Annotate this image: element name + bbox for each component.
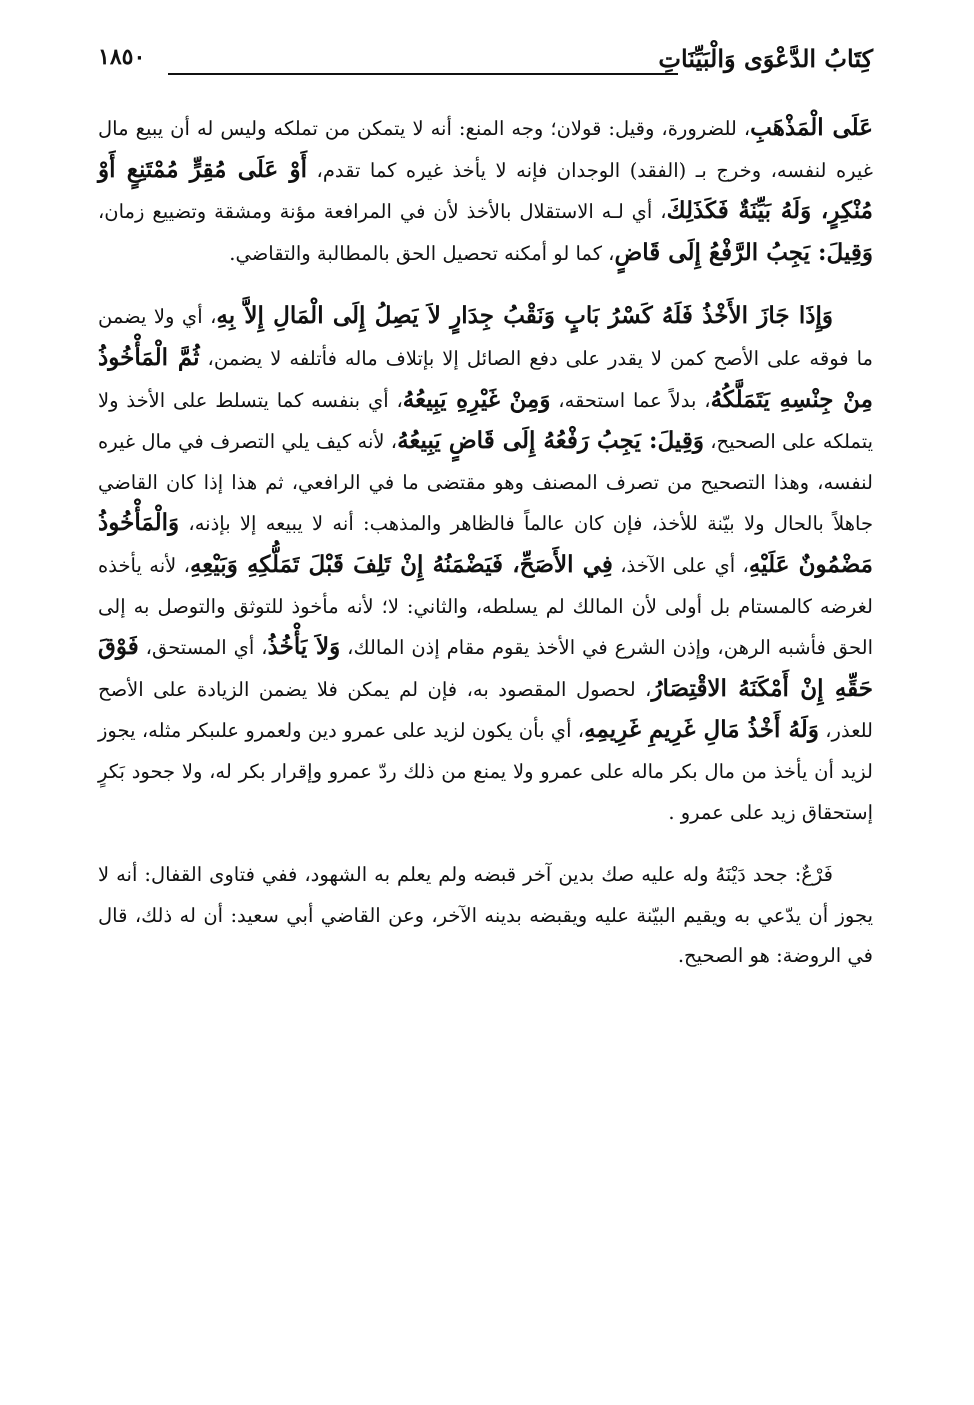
- commentary-text: ، أي على الآخذ،: [612, 553, 749, 577]
- matn-text: وَالْمَأْخُوذُ مَضْمُونٌ عَلَيْهِ: [98, 509, 873, 578]
- matn-text: فَوْقَ حَقِّهِ إِنْ أَمْكَنَهُ الاقْتِصَارُ: [98, 633, 874, 702]
- commentary-text: ، لحصول المقصود به، فإن لم يمكن فلا يضمن الزيادة على الأصح للعذر،: [98, 677, 874, 743]
- paragraph-2: [98, 296, 873, 833]
- commentary-text: ، أي لـه الاستقلال بالأخذ لأن في المرافعة مؤنة ومشقة وتضييع زمان،: [98, 200, 667, 224]
- matn-text: وَلَهُ أَخْذُ مَالِ غَرِيمِ غَرِيمِهِ: [584, 716, 819, 744]
- commentary-text: ، بدلاً عما استحقه،: [550, 388, 711, 412]
- page-number: ١٨٥٠: [98, 44, 146, 70]
- paragraph-3: [98, 855, 873, 977]
- commentary-text: ، أي المستحق،: [138, 636, 268, 660]
- section-label: فَرْعٌ: [801, 863, 833, 887]
- commentary-text: ، للضرورة، وقيل: قولان؛ وجه المنع: أنه لا يتمكن من تملكه وليس له أن يبيع مال غيره لنفسه، وخرج بـ (الفقد) الوجدان فإنه لا يأخذ غيره كما تقدم،: [98, 117, 874, 182]
- page-header: [98, 40, 873, 82]
- matn-text: ثُمَّ الْمَأْخُوذُ مِنْ جِنْسِهِ يَتَمَلَّكُهُ: [98, 343, 873, 413]
- matn-text: عَلَى الْمَذْهَبِ: [750, 114, 873, 141]
- matn-text: وَمِنْ غَيْرِهِ يَبِيعُهُ: [402, 385, 551, 413]
- commentary-text: ، لأنه يأخذه لغرضه كالمستام بل أولى لأن المالك لم يسلطه، والثاني: لا؛ لأنه مأخوذ للتوثق والتوصل به إلى الحق فأشبه الرهن، وإذن الشرع في الأخذ يقوم مقام إذن المالك،: [98, 553, 873, 660]
- commentary-text: ، أي بأن يكون لزيد على عمرو دين ولعمرو علىبكر مثله، يجوز لزيد أن يأخذ من مال بكر ماله على عمرو ولا يمنع من ذلك ردّ عمرو وإقرار بكر له، ولا جحود بَكرٍ إستحقاق زيد على عمرو .: [98, 719, 873, 824]
- matn-text: وَلاَ يَأْخُذُ: [267, 633, 341, 661]
- matn-text: وَإِذَا جَازَ الأَخْذُ فَلَهُ كَسْرُ بَابٍ وَنَقْبُ جِدَارٍ لاَ يَصِلُ إِلَى الْمَالِ إِلاَّ بِهِ: [216, 302, 833, 330]
- commentary-text: ، كما لو أمكنه تحصيل الحق بالمطالبة والتقاضي.: [229, 241, 615, 265]
- commentary-text: ، أي ولا يضمن ما فوقه على الأصح كمن لا يقدر على دفع الصائل إلا بإتلاف ماله فأتلفه لا يضمن،: [98, 305, 873, 370]
- matn-text: وَقِيلَ: يَجِبُ الرَّفْعُ إِلَى قَاضٍ: [614, 238, 873, 266]
- matn-text: فِي الأَصَحِّ، فَيَضْمَنُهُ إِنْ تَلِفَ قَبْلَ تَمَلُّكِهِ وَبَيْعِهِ: [189, 550, 613, 578]
- header-rule: [168, 73, 678, 75]
- paragraph-1: [98, 108, 873, 274]
- matn-text: وَقِيلَ: يَجِبُ رَفْعُهُ إِلَى قَاضٍ يَبِيعُهُ: [397, 427, 704, 455]
- running-title: كِتَابُ الدَّعْوَى وَالْبَيِّنَاتِ: [658, 44, 873, 73]
- body-text: [98, 108, 873, 977]
- commentary-text: : جحد دَيْنَهُ وله عليه صك بدين آخر قبضه ولم يعلم به الشهود، ففي فتاوى القفال: أنه لا يجوز أن يدّعي به ويقيم البيّنة عليه ويقبضه بدينه الآخر، وعن القاضي أبي سعيد: أن له ذلك، قال في الروضة: هو الصحيح.: [98, 863, 873, 968]
- commentary-text: ، لأنه كيف يلي التصرف في مال غيره لنفسه، وهذا التصحيح من تصرف المصنف وهو مقتضى ما في الرافعي، ثم هذا إذا كان القاضي جاهلاً بالحال ولا بيّنة للأخذ، فإن كان عالماً فالظاهر والمذهب: أنه لا يبيعه إلا بإذنه،: [98, 430, 873, 536]
- commentary-text: ، أي بنفسه كما يتسلط على الأخذ ولا يتملكه على الصحيح،: [98, 388, 874, 454]
- matn-text: أَوْ عَلَى مُقِرٍّ مُمْتَنِعٍ أَوْ مُنْكِرٍ، وَلَهُ بَيِّنَةٌ فَكَذَلِكَ: [98, 155, 873, 225]
